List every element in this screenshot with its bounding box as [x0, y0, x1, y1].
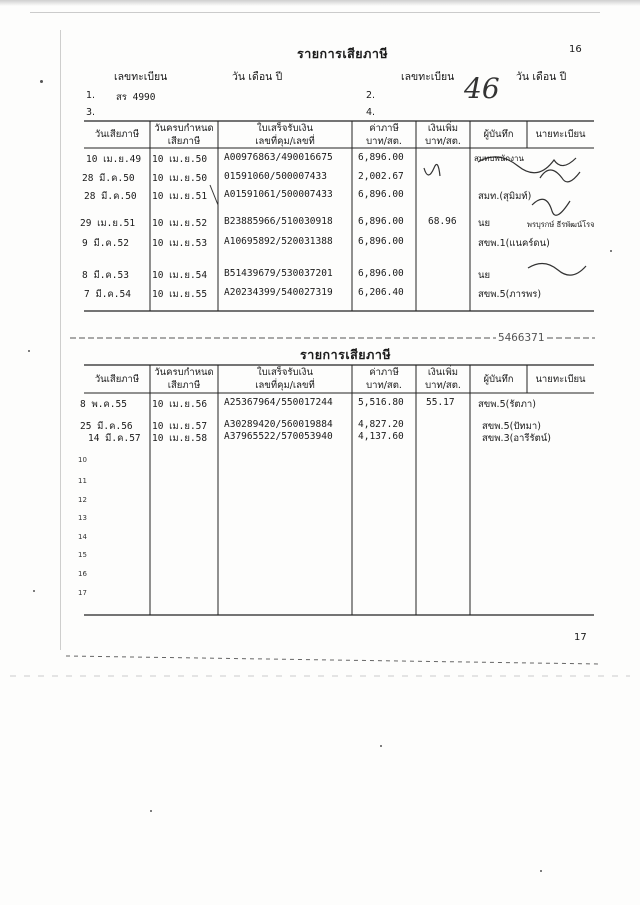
t1-r4-recorder: นย — [478, 218, 491, 229]
reg-entry-2-num: 2. — [366, 90, 376, 101]
page-corner-number: 16 — [569, 44, 582, 55]
t1-r3-receipt: A01591061/500007433 — [224, 189, 333, 200]
row-number-10: 10 — [78, 456, 87, 464]
tab-number: 5466371 — [498, 331, 545, 344]
scan-speck — [150, 810, 152, 812]
scan-speck — [380, 745, 382, 747]
t1-r3-due: 10 เม.ย.51 — [152, 191, 208, 202]
t1-r4-due: 10 เม.ย.52 — [152, 218, 208, 229]
reg-label-1: เลขทะเบียน — [114, 71, 168, 83]
t1-r6-receipt: B51439679/530037201 — [224, 268, 333, 279]
row-number-13: 13 — [78, 514, 87, 522]
date-label-2: วัน เดือน ปี — [516, 71, 567, 83]
t1-r1-due: 10 เม.ย.50 — [152, 154, 208, 165]
t1-r1-date: 10 เม.ย.49 — [86, 154, 142, 165]
t1-col-registrar: นายทะเบียน — [535, 129, 586, 140]
reg-label-2: เลขทะเบียน — [401, 71, 455, 83]
t2-r3-receipt: A37965522/570053940 — [224, 431, 333, 442]
row-number-17: 17 — [78, 589, 87, 597]
scan-speck — [40, 80, 43, 83]
t1-col-date: วันเสียภาษี — [94, 129, 140, 140]
t1-r7-due: 10 เม.ย.55 — [152, 289, 208, 300]
reg-entry-1-num: 1. — [86, 90, 96, 101]
t2-col-receipt: ใบเสร็จรับเงิน เลขที่คุม/เลขที่ — [255, 367, 315, 391]
reg-entry-3-num: 3. — [86, 107, 96, 118]
t1-r6-date: 8 มี.ค.53 — [82, 270, 129, 281]
scan-speck — [540, 870, 542, 872]
t2-r1-receipt: A25367964/550017244 — [224, 397, 333, 408]
t1-col-extra: เงินเพิ่ม บาท/สต. — [425, 123, 461, 147]
section1-title: รายการเสียภาษี — [297, 46, 389, 61]
row-number-12: 12 — [78, 496, 87, 504]
t1-r4-tax: 6,896.00 — [358, 216, 404, 227]
t1-r5-date: 9 มี.ค.52 — [82, 238, 129, 249]
footer-page-number: 17 — [574, 632, 587, 643]
t1-r4-extra: 68.96 — [428, 216, 457, 227]
t1-r2-tax: 2,002.67 — [358, 171, 404, 182]
t1-r1-tax: 6,896.00 — [358, 152, 404, 163]
t1-col-tax: ค่าภาษี บาท/สต. — [366, 123, 402, 147]
t1-r6-due: 10 เม.ย.54 — [152, 270, 208, 281]
t2-r3-tax: 4,137.60 — [358, 431, 404, 442]
t1-r2-date: 28 มี.ค.50 — [82, 173, 135, 184]
t1-r4-receipt: B23885966/510030918 — [224, 216, 333, 227]
t1-r5-recorder: สขพ.1(แนคร์ดน) — [478, 238, 550, 249]
t2-col-registrar: นายทะเบียน — [535, 374, 586, 385]
t2-r1-due: 10 เม.ย.56 — [152, 399, 208, 410]
t2-r1-recorder: สขพ.5(รัตภา) — [478, 399, 536, 410]
t2-col-due: วันครบกำหนด เสียภาษี — [154, 367, 214, 391]
row-number-15: 15 — [78, 551, 87, 559]
t1-r3-date: 28 มี.ค.50 — [84, 191, 137, 202]
row-number-11: 11 — [78, 477, 87, 485]
t1-r1-receipt: A00976863/490016675 — [224, 152, 333, 163]
handwritten-number: 46 — [464, 72, 500, 105]
date-label-1: วัน เดือน ปี — [232, 71, 283, 83]
t2-col-recorder: ผู้บันทึก — [483, 374, 514, 385]
t1-r6-tax: 6,896.00 — [358, 268, 404, 279]
t1-r7-receipt: A20234399/540027319 — [224, 287, 333, 298]
row-number-14: 14 — [78, 533, 87, 541]
t2-r1-date: 8 พ.ค.55 — [80, 399, 127, 410]
t2-r1-extra: 55.17 — [426, 397, 455, 408]
t1-r2-due: 10 เม.ย.50 — [152, 173, 208, 184]
t1-r2-receipt: 01591060/500007433 — [224, 171, 327, 182]
t2-r3-due: 10 เม.ย.58 — [152, 433, 208, 444]
t1-col-recorder: ผู้บันทึก — [483, 129, 514, 140]
t1-r3-recorder: สมท.(สุมิมท์) — [478, 191, 532, 202]
t2-r1-tax: 5,516.80 — [358, 397, 404, 408]
t1-r5-tax: 6,896.00 — [358, 236, 404, 247]
t1-r3-tax: 6,896.00 — [358, 189, 404, 200]
t2-r2-date: 25 มี.ค.56 — [80, 421, 133, 432]
scan-speck — [28, 350, 30, 352]
t1-r7-date: 7 มี.ค.54 — [84, 289, 131, 300]
t1-r1-recorder: สมทบพนักงาน — [474, 154, 524, 163]
scan-speck — [610, 250, 612, 252]
t2-r2-due: 10 เม.ย.57 — [152, 421, 208, 432]
t2-col-date: วันเสียภาษี — [94, 374, 140, 385]
row-number-16: 16 — [78, 570, 87, 578]
t1-r7-tax: 6,206.40 — [358, 287, 404, 298]
reg-entry-4-num: 4. — [366, 107, 376, 118]
t1-r4-date: 29 เม.ย.51 — [80, 218, 136, 229]
t2-r2-recorder: สขพ.5(ปัทมา) — [482, 421, 541, 432]
t1-r5-receipt: A10695892/520031388 — [224, 236, 333, 247]
t2-col-tax: ค่าภาษี บาท/สต. — [366, 367, 402, 391]
scan-speck — [33, 590, 35, 592]
t1-r5-due: 10 เม.ย.53 — [152, 238, 208, 249]
t1-col-receipt: ใบเสร็จรับเงิน เลขที่คุม/เลขที่ — [255, 123, 315, 147]
t1-col-due: วันครบกำหนด เสียภาษี — [154, 123, 214, 147]
t2-col-extra: เงินเพิ่ม บาท/สต. — [425, 367, 461, 391]
t1-registrar-note: พรบุรกษ์ ธีรพัฒน์โรจ — [527, 220, 595, 229]
t2-r3-date: 14 มี.ค.57 — [88, 433, 141, 444]
reg-entry-1-value: สร 4990 — [116, 92, 156, 103]
t2-r3-recorder: สขพ.3(อารีรัตน์) — [482, 433, 551, 444]
section2-title: รายการเสียภาษี — [300, 347, 392, 362]
t1-r6-recorder: นย — [478, 270, 491, 281]
t1-r7-recorder: สขพ.5(ภารพร) — [478, 289, 542, 300]
t2-r2-receipt: A30289420/560019884 — [224, 419, 333, 430]
t2-r2-tax: 4,827.20 — [358, 419, 404, 430]
